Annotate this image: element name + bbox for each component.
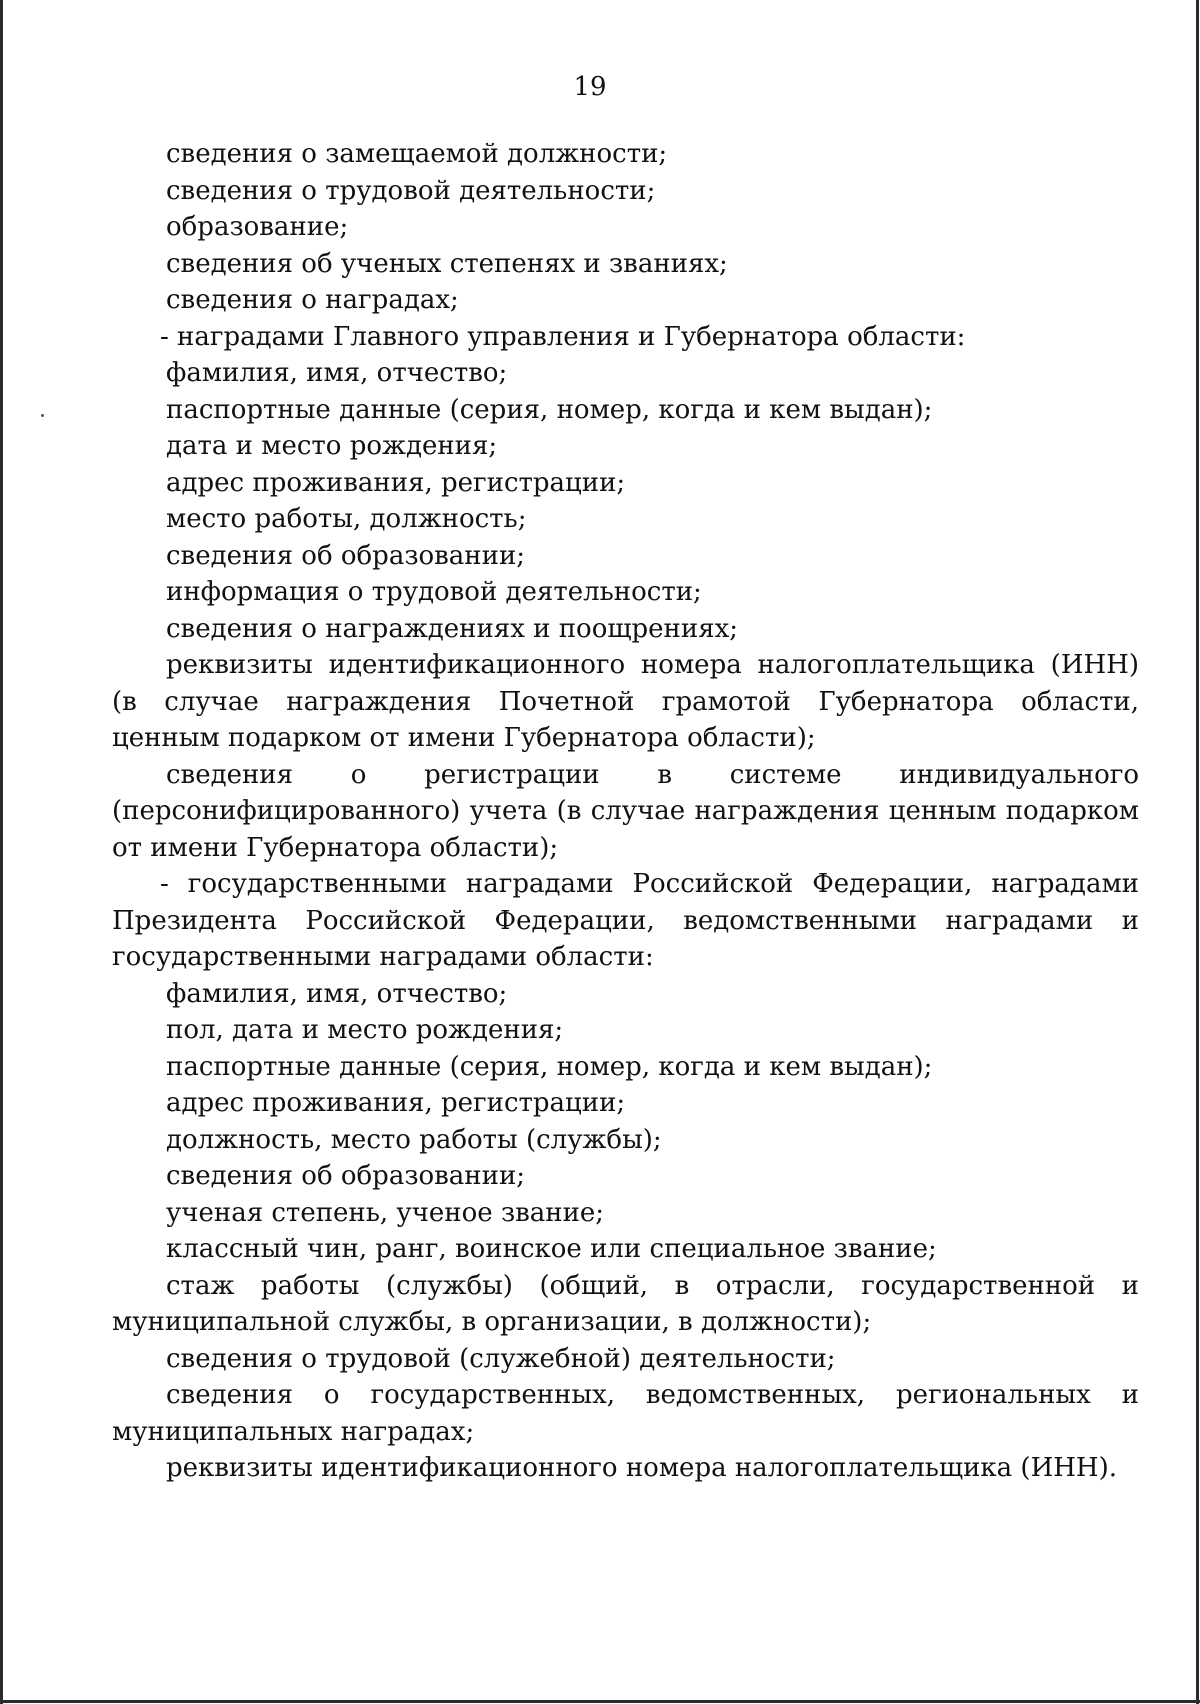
list-item: сведения о награждениях и поощрениях; [166,613,739,644]
scan-bottom-border [0,1700,1200,1703]
list-item: сведения о наградах; [166,285,459,315]
list-item: ученая степень, ученое звание; [166,1197,605,1228]
list-item: сведения об образовании; [166,1161,526,1191]
section-heading-state-awards: - государственными наградами Российской Федерации, наградами Президента Российской Федерации, ведомственными наградами и государственными наградами области: [112,869,1139,972]
list-item: фамилия, имя, отчество; [166,978,508,1009]
list-item: фамилия, имя, отчество; [166,358,508,388]
paragraph-inn: реквизиты идентификационного номера налогоплательщика (ИНН) (в случае награждения Почетной грамотой Губернатора области, ценным подарком от имени Губернатора области); [112,650,1139,753]
scan-left-border [0,0,3,1704]
list-item: сведения о трудовой (служебной) деятельности; [166,1343,836,1374]
page-number: 19 [573,72,607,102]
scan-speck [41,414,44,417]
list-item: адрес проживания, регистрации; [166,1088,626,1118]
document-body [112,136,1139,1487]
paragraph-registration: сведения о регистрации в системе индивидуального (персонифицированного) учета (в случае награждения ценным подарком от имени Губернатора области); [112,759,1139,863]
list-item: сведения о замещаемой должности; [166,139,668,169]
list-item: должность, место работы (службы); [166,1124,662,1155]
paragraph-service-length: стаж работы (службы) (общий, в отрасли, государственной и муниципальной службы, в организации, в должности); [112,1270,1139,1337]
list-item: адрес проживания, регистрации; [166,467,626,498]
paragraph-awards: сведения о государственных, ведомственных, региональных и муниципальных наградах; [112,1380,1139,1447]
list-item: сведения о трудовой деятельности; [166,175,656,206]
list-item: образование; [166,212,349,242]
list-item: сведения об ученых степенях и званиях; [166,248,728,279]
list-item: сведения об образовании; [166,540,526,571]
list-item-inn-final: реквизиты идентификационного номера налогоплательщика (ИНН). [166,1453,1118,1483]
list-item: классный чин, ранг, воинское или специальное звание; [166,1234,937,1264]
list-item: паспортные данные (серия, номер, когда и кем выдан); [166,1051,933,1082]
list-item: дата и место рождения; [166,431,498,461]
section-heading-governor-awards: - наградами Главного управления и Губернатора области: [160,321,966,352]
list-item: информация о трудовой деятельности; [166,577,702,607]
list-item: место работы, должность; [166,504,527,534]
list-item: паспортные данные (серия, номер, когда и кем выдан); [166,394,933,425]
scan-right-border [1196,0,1199,1704]
list-item: пол, дата и место рождения; [166,1015,564,1045]
